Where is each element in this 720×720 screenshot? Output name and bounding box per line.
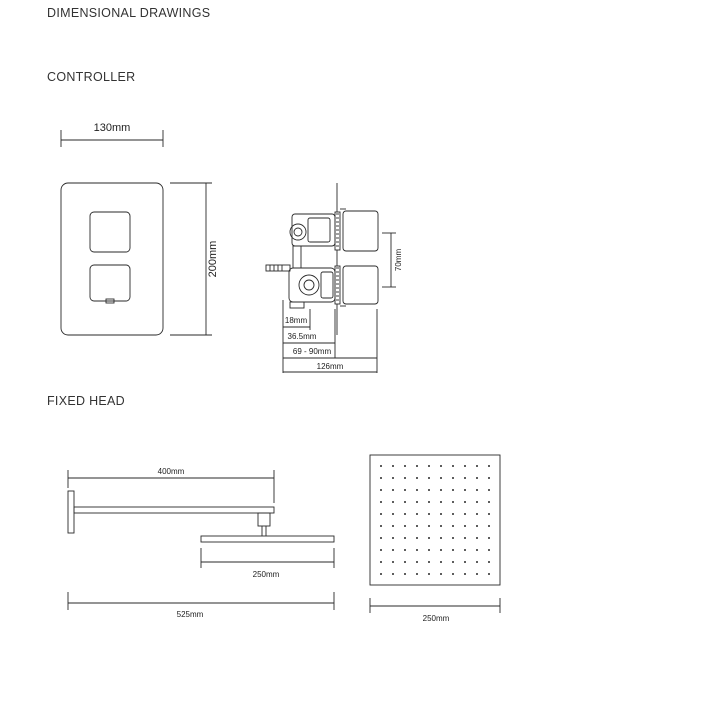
nozzle-dot — [416, 513, 418, 515]
nozzle-dot — [464, 525, 466, 527]
nozzle-dot — [464, 573, 466, 575]
nozzle-dot — [440, 489, 442, 491]
nozzle-dot — [392, 477, 394, 479]
nozzle-dot — [476, 477, 478, 479]
nozzle-dot — [488, 561, 490, 563]
controller-side-view — [266, 183, 396, 373]
nozzle-dot — [416, 525, 418, 527]
nozzle-dot — [452, 465, 454, 467]
nozzle-dot — [452, 477, 454, 479]
nozzle-dot — [452, 537, 454, 539]
nozzle-dot — [416, 561, 418, 563]
nozzle-dot — [392, 537, 394, 539]
nozzle-dot — [404, 573, 406, 575]
nozzle-dot — [428, 549, 430, 551]
nozzle-dot — [452, 501, 454, 503]
nozzle-dot — [416, 477, 418, 479]
nozzle-dot — [476, 561, 478, 563]
controller-plate — [61, 183, 163, 335]
nozzle-dot — [428, 561, 430, 563]
nozzle-dot — [488, 573, 490, 575]
nozzle-dot — [392, 561, 394, 563]
dim-top-250-label: 250mm — [422, 614, 450, 623]
nozzle-dot — [428, 489, 430, 491]
nozzle-dot — [440, 477, 442, 479]
nozzle-dot — [452, 573, 454, 575]
nozzle-dot — [440, 573, 442, 575]
nozzle-dot — [404, 465, 406, 467]
nozzle-dot — [380, 489, 382, 491]
dim-36-label: 36.5mm — [287, 332, 317, 341]
nozzle-dot — [440, 537, 442, 539]
nozzle-dot — [464, 537, 466, 539]
nozzle-dot — [416, 549, 418, 551]
arm-joint — [258, 513, 270, 526]
side-upper-knob — [343, 211, 378, 251]
nozzle-dot — [380, 501, 382, 503]
dim-18-label: 18mm — [284, 316, 308, 325]
nozzle-dot — [452, 513, 454, 515]
nozzle-dot — [476, 489, 478, 491]
dim-head-250-label: 250mm — [252, 570, 280, 579]
nozzle-dot — [404, 477, 406, 479]
lower-cartridge — [299, 275, 319, 295]
nozzle-dot — [476, 537, 478, 539]
fixed-head-side-view — [68, 470, 334, 610]
nozzle-dot — [488, 525, 490, 527]
nozzle-dot — [404, 513, 406, 515]
nozzle-dot — [380, 573, 382, 575]
controller-height-label: 200mm — [207, 240, 219, 278]
nozzle-dot — [416, 465, 418, 467]
shower-head-side — [201, 536, 334, 542]
nozzle-dot — [440, 465, 442, 467]
nozzle-dot — [464, 489, 466, 491]
nozzle-dot — [488, 477, 490, 479]
nozzle-dot — [392, 513, 394, 515]
nozzle-dot — [440, 549, 442, 551]
valve-lower-body — [289, 268, 335, 302]
nozzle-dot — [476, 525, 478, 527]
nozzle-dot — [380, 465, 382, 467]
nozzle-dot — [440, 525, 442, 527]
nozzle-grid — [380, 465, 490, 575]
nozzle-dot — [404, 561, 406, 563]
nozzle-dot — [392, 549, 394, 551]
nozzle-dot — [440, 501, 442, 503]
nozzle-dot — [380, 549, 382, 551]
nozzle-dot — [392, 573, 394, 575]
nozzle-dot — [488, 537, 490, 539]
nozzle-dot — [380, 477, 382, 479]
nozzle-dot — [404, 525, 406, 527]
nozzle-dot — [392, 465, 394, 467]
nozzle-dot — [440, 513, 442, 515]
nozzle-dot — [380, 525, 382, 527]
nozzle-dot — [392, 525, 394, 527]
nozzle-dot — [428, 501, 430, 503]
nozzle-dot — [404, 489, 406, 491]
nozzle-dot — [404, 537, 406, 539]
nozzle-dot — [428, 573, 430, 575]
page-title: DIMENSIONAL DRAWINGS — [47, 6, 211, 20]
nozzle-dot — [404, 549, 406, 551]
nozzle-dot — [428, 525, 430, 527]
nozzle-dot — [428, 465, 430, 467]
nozzle-dot — [452, 561, 454, 563]
section-title-fixed-head: FIXED HEAD — [47, 394, 126, 408]
nozzle-dot — [476, 513, 478, 515]
nozzle-dot — [464, 549, 466, 551]
dim-525-label: 525mm — [176, 610, 204, 619]
nozzle-dot — [380, 513, 382, 515]
outlet-stub — [290, 302, 304, 308]
nozzle-dot — [440, 561, 442, 563]
nozzle-dot — [464, 477, 466, 479]
fixed-head-top-view — [370, 455, 500, 613]
dim-70-label: 70mm — [394, 248, 403, 272]
nozzle-dot — [488, 501, 490, 503]
wall-flange — [68, 491, 74, 533]
controller-lower-knob — [90, 265, 130, 301]
nozzle-dot — [392, 501, 394, 503]
nozzle-dot — [452, 489, 454, 491]
side-lower-knob — [343, 266, 378, 304]
nozzle-dot — [428, 513, 430, 515]
nozzle-dot — [380, 537, 382, 539]
nozzle-dot — [488, 489, 490, 491]
nozzle-dot — [404, 501, 406, 503]
nozzle-dot — [416, 489, 418, 491]
nozzle-dot — [428, 477, 430, 479]
nozzle-dot — [464, 501, 466, 503]
nozzle-dot — [428, 537, 430, 539]
dim-126-label: 126mm — [316, 362, 344, 371]
nozzle-dot — [476, 501, 478, 503]
section-title-controller: CONTROLLER — [47, 70, 136, 84]
shower-head-top — [370, 455, 500, 585]
nozzle-dot — [380, 561, 382, 563]
controller-upper-knob — [90, 212, 130, 252]
nozzle-dot — [392, 489, 394, 491]
nozzle-dot — [416, 573, 418, 575]
nozzle-dot — [476, 573, 478, 575]
dim-400-label: 400mm — [157, 467, 185, 476]
nozzle-dot — [464, 561, 466, 563]
nozzle-dot — [416, 537, 418, 539]
nozzle-dot — [464, 465, 466, 467]
controller-width-label: 130mm — [93, 122, 131, 134]
nozzle-dot — [416, 501, 418, 503]
controller-front-view — [61, 130, 212, 335]
nozzle-dot — [476, 465, 478, 467]
nozzle-dot — [476, 549, 478, 551]
dim-69-90-label: 69 - 90mm — [292, 347, 332, 356]
valve-upper-body — [292, 214, 335, 246]
nozzle-dot — [488, 465, 490, 467]
nozzle-dot — [488, 513, 490, 515]
nozzle-dot — [488, 549, 490, 551]
shower-arm — [74, 507, 274, 513]
nozzle-dot — [452, 525, 454, 527]
nozzle-dot — [452, 549, 454, 551]
nozzle-dot — [464, 513, 466, 515]
